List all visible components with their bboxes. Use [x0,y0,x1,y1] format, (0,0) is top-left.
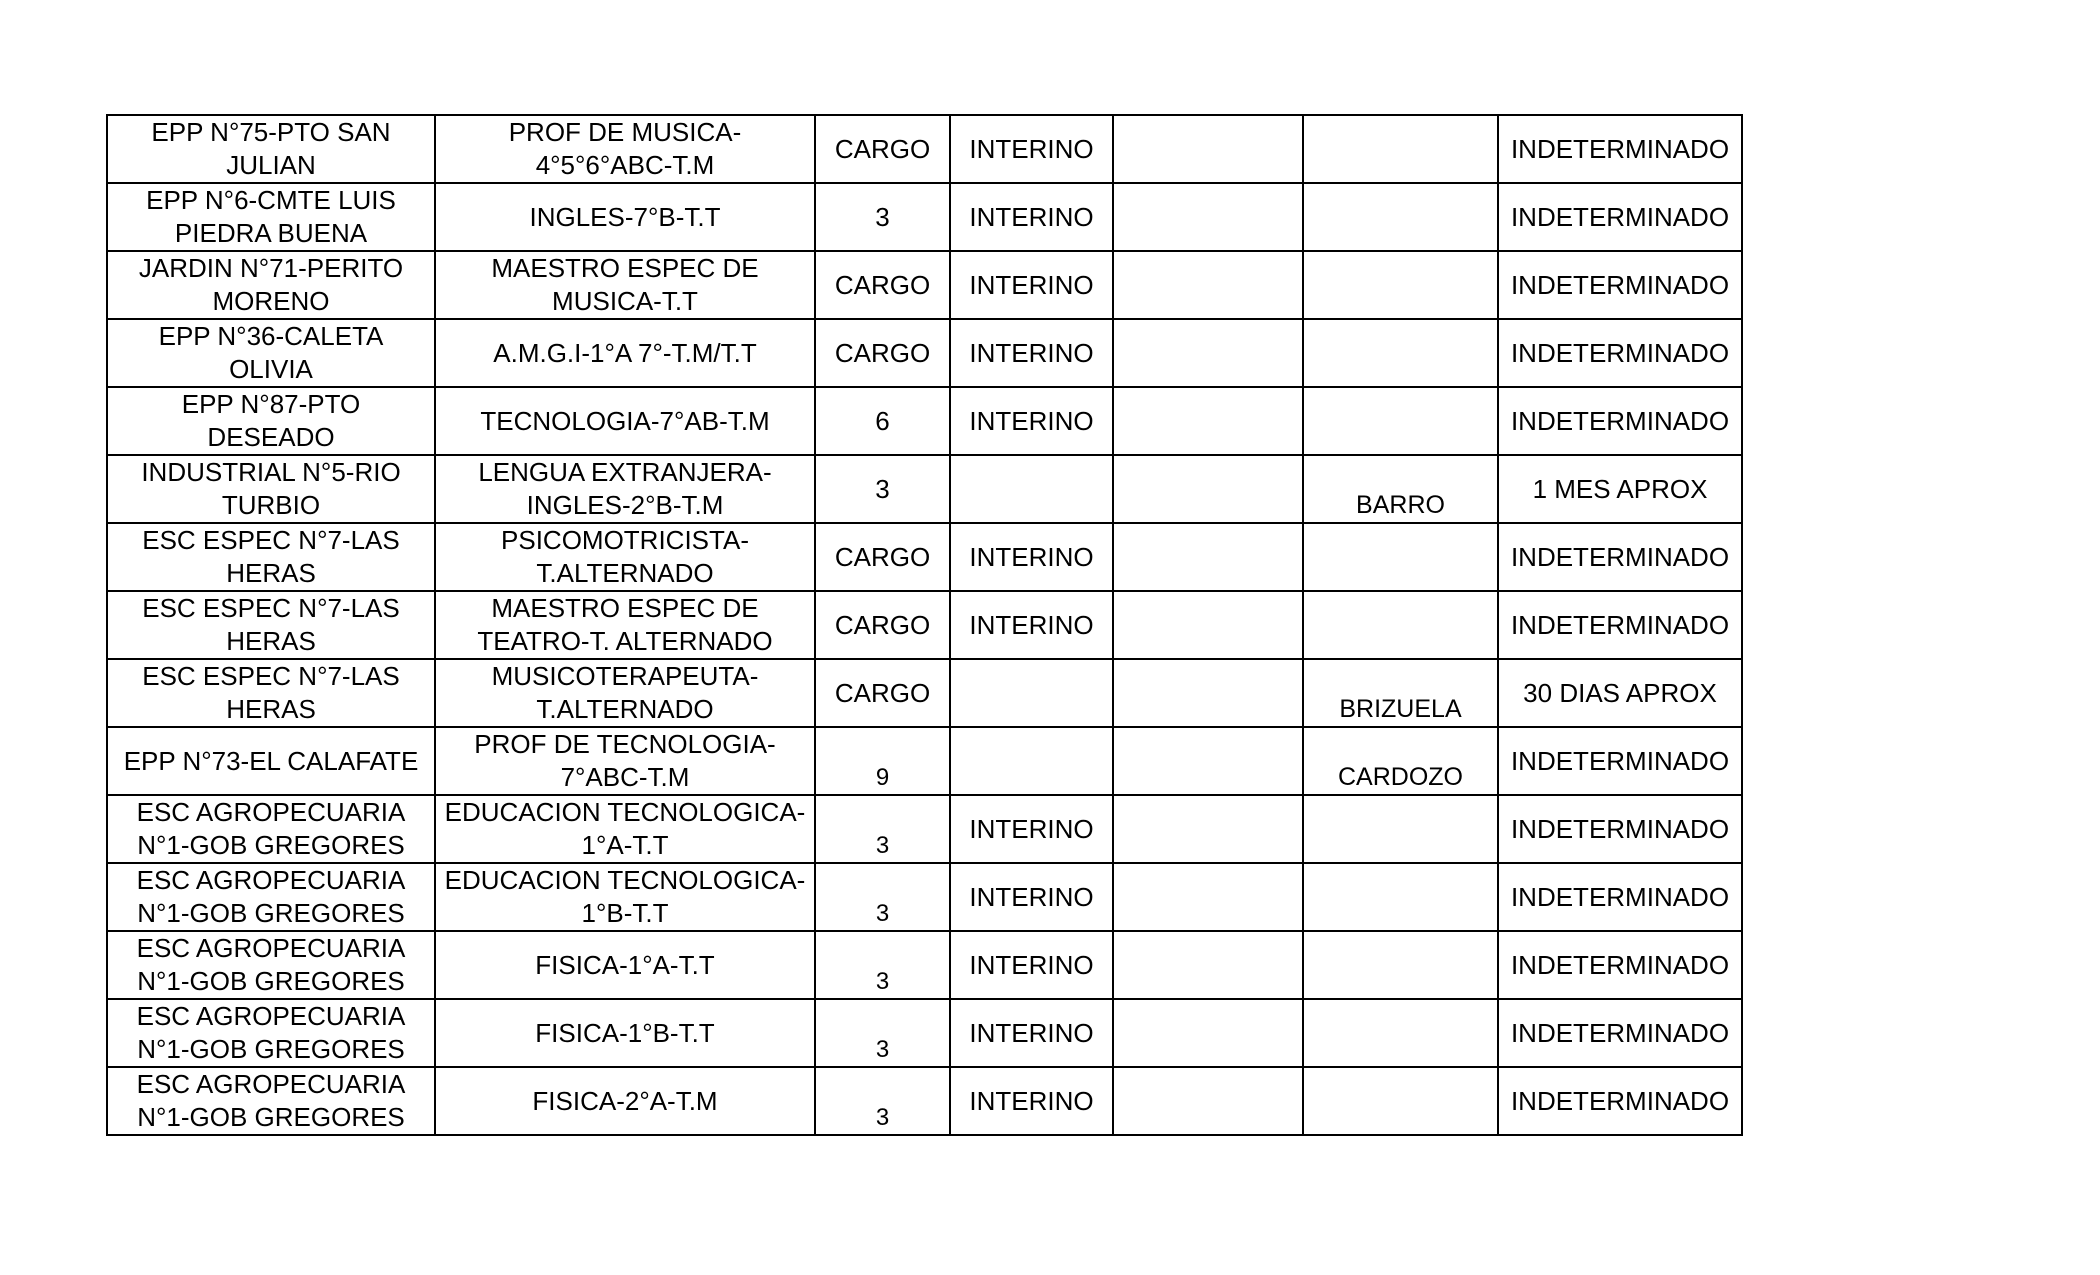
school-cell: ESC AGROPECUARIA N°1-GOB GREGORES [107,863,435,931]
duration-cell: 30 DIAS APROX [1498,659,1742,727]
substitute-cell [1303,931,1498,999]
hours-cell: CARGO [815,115,950,183]
substitute-cell [1303,183,1498,251]
substitute-cell [1303,387,1498,455]
school-cell: ESC ESPEC N°7-LAS HERAS [107,591,435,659]
status-cell: INTERINO [950,319,1113,387]
substitute-cell [1303,999,1498,1067]
substitute-cell [1303,115,1498,183]
blank-cell [1113,659,1303,727]
hours-cell: 3 [815,455,950,523]
school-cell: EPP N°75-PTO SAN JULIAN [107,115,435,183]
hours-cell: CARGO [815,319,950,387]
status-cell: INTERINO [950,1067,1113,1135]
hours-cell: 3 [815,863,950,931]
status-cell [950,659,1113,727]
table-body [107,115,1742,1135]
subject-cell: FISICA-1°B-T.T [435,999,815,1067]
subject-cell: TECNOLOGIA-7°AB-T.M [435,387,815,455]
duration-cell: INDETERMINADO [1498,999,1742,1067]
duration-cell: INDETERMINADO [1498,251,1742,319]
hours-cell: 3 [815,183,950,251]
substitute-cell [1303,251,1498,319]
duration-cell: INDETERMINADO [1498,183,1742,251]
hours-cell: CARGO [815,659,950,727]
duration-cell: INDETERMINADO [1498,115,1742,183]
blank-cell [1113,931,1303,999]
school-cell: ESC ESPEC N°7-LAS HERAS [107,523,435,591]
status-cell: INTERINO [950,931,1113,999]
subject-cell: A.M.G.I-1°A 7°-T.M/T.T [435,319,815,387]
hours-cell: 3 [815,1067,950,1135]
blank-cell [1113,523,1303,591]
subject-cell: MAESTRO ESPEC DE MUSICA-T.T [435,251,815,319]
subject-cell: PROF DE TECNOLOGIA- 7°ABC-T.M [435,727,815,795]
school-cell: ESC AGROPECUARIA N°1-GOB GREGORES [107,931,435,999]
duration-cell: INDETERMINADO [1498,727,1742,795]
table-row [107,931,1742,999]
blank-cell [1113,591,1303,659]
blank-cell [1113,455,1303,523]
status-cell: INTERINO [950,523,1113,591]
status-cell: INTERINO [950,115,1113,183]
substitute-cell: CARDOZO [1303,727,1498,795]
duration-cell: INDETERMINADO [1498,319,1742,387]
duration-cell: INDETERMINADO [1498,591,1742,659]
status-cell: INTERINO [950,183,1113,251]
blank-cell [1113,115,1303,183]
substitute-cell: BARRO [1303,455,1498,523]
subject-cell: FISICA-2°A-T.M [435,1067,815,1135]
table-row [107,999,1742,1067]
table-row [107,455,1742,523]
hours-cell: 3 [815,795,950,863]
vacancy-table [106,114,1743,1136]
substitute-cell [1303,863,1498,931]
hours-cell: CARGO [815,523,950,591]
status-cell [950,727,1113,795]
hours-cell: 3 [815,999,950,1067]
status-cell: INTERINO [950,999,1113,1067]
school-cell: INDUSTRIAL N°5-RIO TURBIO [107,455,435,523]
substitute-cell [1303,1067,1498,1135]
table-row [107,523,1742,591]
status-cell: INTERINO [950,795,1113,863]
blank-cell [1113,1067,1303,1135]
subject-cell: PROF DE MUSICA- 4°5°6°ABC-T.M [435,115,815,183]
table-row [107,659,1742,727]
status-cell: INTERINO [950,591,1113,659]
duration-cell: INDETERMINADO [1498,795,1742,863]
school-cell: JARDIN N°71-PERITO MORENO [107,251,435,319]
status-cell [950,455,1113,523]
subject-cell: PSICOMOTRICISTA- T.ALTERNADO [435,523,815,591]
status-cell: INTERINO [950,863,1113,931]
blank-cell [1113,863,1303,931]
table-row [107,115,1742,183]
table-row [107,591,1742,659]
substitute-cell [1303,795,1498,863]
blank-cell [1113,999,1303,1067]
subject-cell: INGLES-7°B-T.T [435,183,815,251]
table-row [107,183,1742,251]
subject-cell: EDUCACION TECNOLOGICA- 1°B-T.T [435,863,815,931]
substitute-cell [1303,523,1498,591]
table-row [107,319,1742,387]
hours-cell: CARGO [815,251,950,319]
duration-cell: 1 MES APROX [1498,455,1742,523]
subject-cell: FISICA-1°A-T.T [435,931,815,999]
school-cell: ESC AGROPECUARIA N°1-GOB GREGORES [107,1067,435,1135]
hours-cell: 6 [815,387,950,455]
school-cell: EPP N°6-CMTE LUIS PIEDRA BUENA [107,183,435,251]
duration-cell: INDETERMINADO [1498,863,1742,931]
table-row [107,727,1742,795]
status-cell: INTERINO [950,387,1113,455]
table-row [107,1067,1742,1135]
blank-cell [1113,183,1303,251]
school-cell: ESC ESPEC N°7-LAS HERAS [107,659,435,727]
school-cell: EPP N°73-EL CALAFATE [107,727,435,795]
table-row [107,863,1742,931]
duration-cell: INDETERMINADO [1498,1067,1742,1135]
hours-cell: 9 [815,727,950,795]
blank-cell [1113,727,1303,795]
school-cell: EPP N°36-CALETA OLIVIA [107,319,435,387]
duration-cell: INDETERMINADO [1498,523,1742,591]
subject-cell: LENGUA EXTRANJERA- INGLES-2°B-T.M [435,455,815,523]
subject-cell: MAESTRO ESPEC DE TEATRO-T. ALTERNADO [435,591,815,659]
blank-cell [1113,387,1303,455]
subject-cell: MUSICOTERAPEUTA- T.ALTERNADO [435,659,815,727]
school-cell: ESC AGROPECUARIA N°1-GOB GREGORES [107,999,435,1067]
substitute-cell [1303,319,1498,387]
hours-cell: 3 [815,931,950,999]
table-row [107,387,1742,455]
blank-cell [1113,319,1303,387]
duration-cell: INDETERMINADO [1498,387,1742,455]
status-cell: INTERINO [950,251,1113,319]
school-cell: ESC AGROPECUARIA N°1-GOB GREGORES [107,795,435,863]
duration-cell: INDETERMINADO [1498,931,1742,999]
substitute-cell: BRIZUELA [1303,659,1498,727]
subject-cell: EDUCACION TECNOLOGICA- 1°A-T.T [435,795,815,863]
blank-cell [1113,795,1303,863]
blank-cell [1113,251,1303,319]
hours-cell: CARGO [815,591,950,659]
table-row [107,795,1742,863]
substitute-cell [1303,591,1498,659]
table-row [107,251,1742,319]
school-cell: EPP N°87-PTO DESEADO [107,387,435,455]
